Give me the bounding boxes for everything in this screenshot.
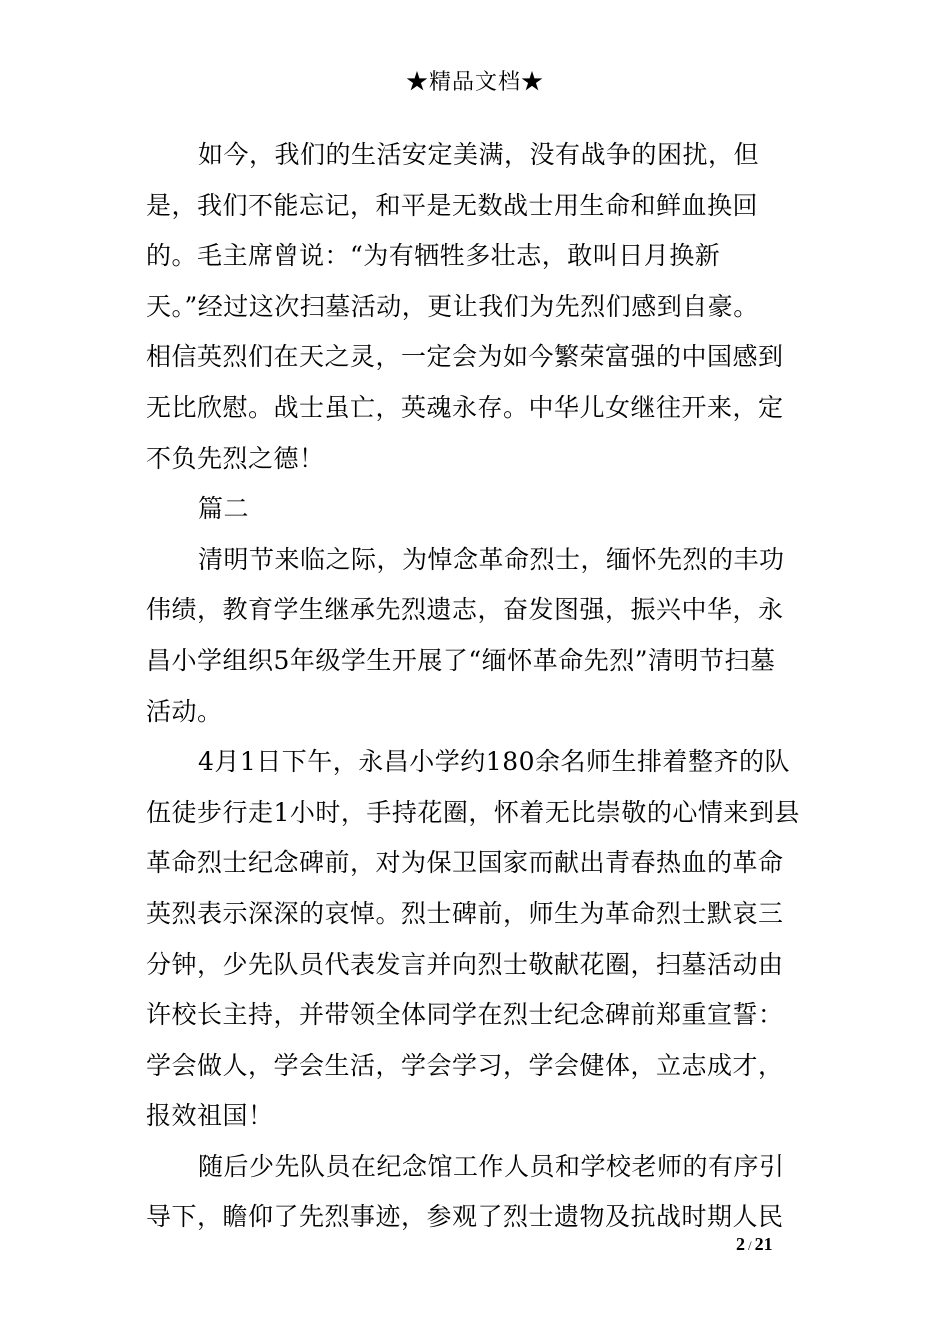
paragraph-line: 导下，瞻仰了先烈事迹，参观了烈士遗物及抗战时期人民: [146, 1202, 784, 1232]
total-page-count: 21: [754, 1234, 773, 1254]
paragraph-line: 学会做人，学会生活，学会学习，学会健体，立志成才，: [146, 1050, 784, 1080]
page-header-title: ★精品文档★: [405, 70, 544, 95]
current-page-number: 2: [736, 1234, 745, 1254]
paragraph-line: 清明节来临之际，为悼念革命烈士，缅怀先烈的丰功: [198, 544, 785, 574]
paragraph-line: 随后少先队员在纪念馆工作人员和学校老师的有序引: [198, 1151, 785, 1181]
paragraph-line: 许校长主持，并带领全体同学在烈士纪念碑前郑重宣誓：: [146, 1000, 784, 1030]
paragraph-line: 革命烈士纪念碑前，对为保卫国家而献出青春热血的革命: [146, 848, 784, 878]
paragraph-line: 英烈表示深深的哀悼。烈士碑前，师生为革命烈士默哀三: [146, 898, 784, 928]
paragraph-line: 4月1日下午，永昌小学约180余名师生排着整齐的队: [198, 747, 791, 777]
paragraph-line: 伟绩，教育学生继承先烈遗志，奋发图强，振兴中华，永: [146, 595, 784, 625]
paragraph-line: 相信英烈们在天之灵，一定会为如今繁荣富强的中国感到: [146, 342, 784, 372]
page-number: [736, 1232, 773, 1258]
paragraph-line: 如今，我们的生活安定美满，没有战争的困扰，但: [198, 140, 760, 169]
paragraph-line: 无比欣慰。战士虽亡，英魂永存。中华儿女继往开来，定: [146, 392, 784, 422]
document-body: [146, 130, 826, 1243]
paragraph-line: 活动。: [146, 696, 223, 726]
paragraph-line: 分钟，少先队员代表发言并向烈士敬献花圈，扫墓活动由: [146, 949, 784, 979]
paragraph-line: 不负先烈之德！: [146, 443, 325, 473]
page-number-separator: /: [748, 1238, 752, 1253]
paragraph-line: 昌小学组织5年级学生开展了“缅怀革命先烈”清明节扫墓: [146, 645, 776, 675]
paragraph-line: 天。”经过这次扫墓活动，更让我们为先烈们感到自豪。: [146, 291, 759, 321]
paragraph-line: 的。毛主席曾说：“为有牺牲多壮志，敢叫日月换新: [146, 241, 721, 271]
paragraph-line: 是，我们不能忘记，和平是无数战士用生命和鲜血换回: [146, 190, 759, 220]
paragraph-line: 伍徒步行走1小时，手持花圈，怀着无比崇敬的心情来到县: [146, 797, 800, 827]
paragraph-line: 报效祖国！: [146, 1101, 274, 1131]
section-heading: 篇二: [198, 494, 250, 524]
